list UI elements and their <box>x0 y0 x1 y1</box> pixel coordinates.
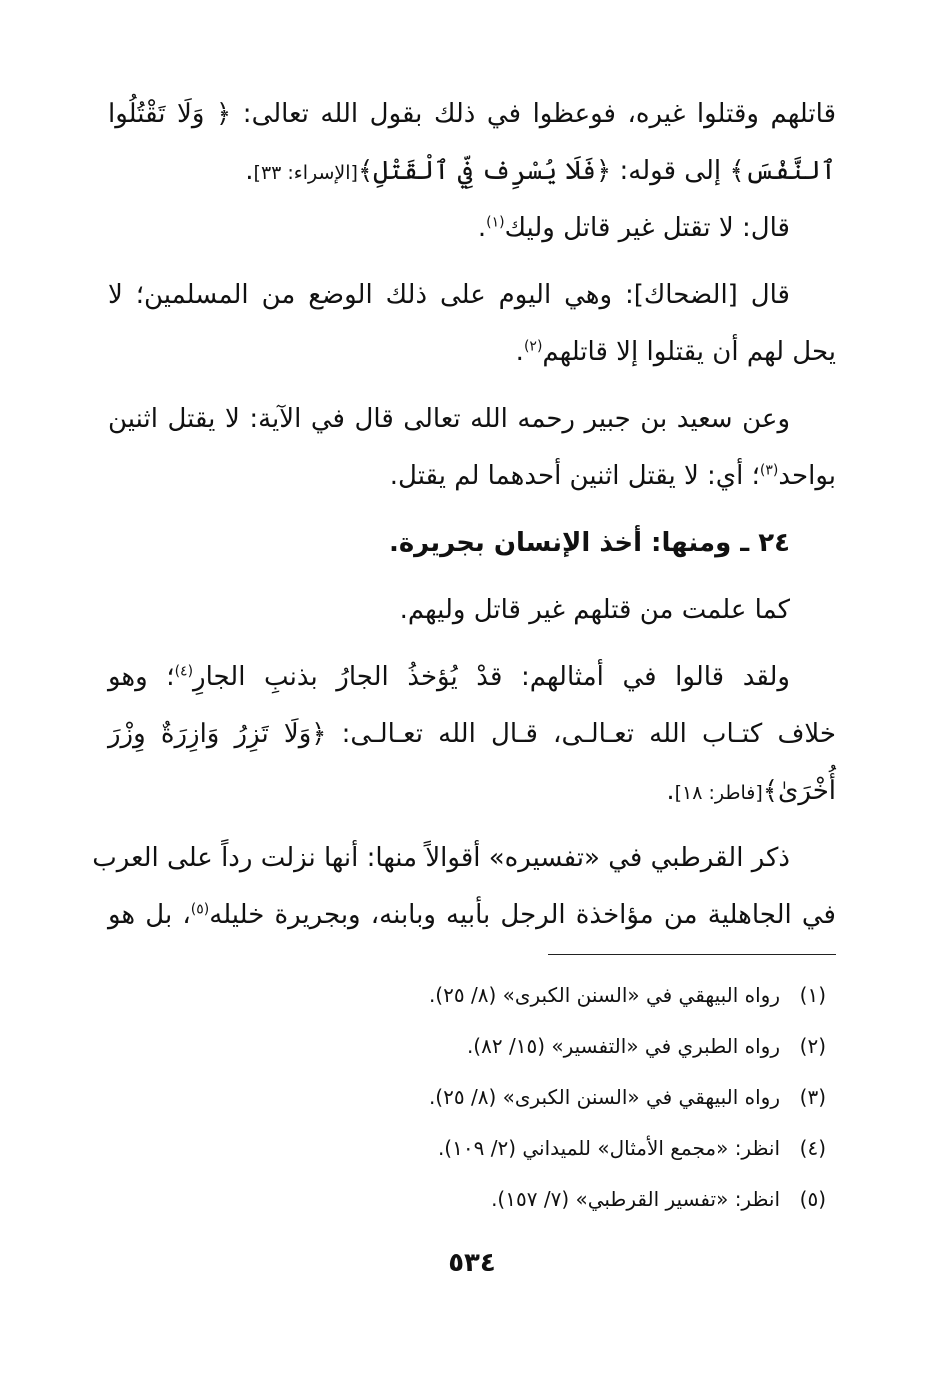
main-text <box>92 86 836 944</box>
text-span: قاتلهم وقتلوا غيره، فوعظوا في ذلك بقول الله تعالى: <box>231 99 836 129</box>
footnote-divider <box>548 954 836 955</box>
footnote-number: (٥) <box>799 1187 826 1211</box>
footnote-marker: (٢) <box>523 338 543 355</box>
text-line-7 <box>108 448 836 505</box>
quran-verse: ﴿ وَلَا تَقْتُلُوا <box>108 99 232 129</box>
text-line-13 <box>92 830 836 887</box>
footnote <box>126 1174 826 1225</box>
footnote-number: (١) <box>799 983 826 1007</box>
footnote-marker: (١) <box>486 214 505 231</box>
text-line-6 <box>108 391 836 448</box>
text-line-2 <box>108 143 836 200</box>
text-span: ؛ وهو <box>108 662 175 692</box>
text-span: في الجاهلية من مؤاخذة الرجل بأبيه وبابنه، وبجريرة خليله <box>209 900 836 930</box>
text-line-11 <box>108 706 836 763</box>
text-line-4 <box>108 267 836 324</box>
footnote-text: انظر: «تفسير القرطبي» (٧/ ١٥٧). <box>491 1187 780 1211</box>
text-span: خلاف كتـاب الله تعـالـى، قـال الله تعـالـى: <box>326 719 836 749</box>
text-line-3 <box>108 200 836 257</box>
quran-verse: ٱلنَّفْسَ﴾ <box>729 156 836 186</box>
text-line-1 <box>108 86 836 143</box>
footnote-text: رواه البيهقي في «السنن الكبرى» (٨/ ٢٥). <box>428 1085 780 1109</box>
text-line-5 <box>108 324 836 381</box>
text-line-12 <box>108 763 836 820</box>
page-number: ٥٣٤ <box>448 1248 496 1278</box>
footnote-number: (٤) <box>799 1136 826 1160</box>
footnote-marker: (٥) <box>190 901 210 918</box>
quran-verse: أُخْرَىٰ﴾ <box>762 776 836 806</box>
section-heading <box>108 515 836 572</box>
footnote-marker: (٤) <box>174 663 194 680</box>
text-span: ولقد قالوا في أمثالهم: قدْ يُؤخذُ الجارُ بذنبِ الجارِ <box>193 662 790 692</box>
quran-verse: ﴿فَلَا يُسْرِف فِّي ٱلْقَتْلِ﴾ <box>357 156 612 186</box>
footnote <box>126 1123 826 1174</box>
text-span: . <box>245 156 254 186</box>
text-span: . <box>477 213 487 243</box>
footnote-text: انظر: «مجمع الأمثال» للميداني (٢/ ١٠٩). <box>437 1136 780 1160</box>
quran-verse: ﴿وَلَا تَزِرُ وَازِرَةٌ وِزْرَ <box>108 719 327 749</box>
footnotes <box>126 970 826 1225</box>
text-span: كما علمت من قتلهم غير قاتل وليهم. <box>399 595 790 625</box>
text-span: ؛ أي: لا يقتل اثنين أحدهما لم يقتل. <box>389 461 760 491</box>
verse-reference: [الإسراء: ٣٣] <box>253 162 358 184</box>
text-line-9 <box>108 582 836 639</box>
heading-text: ٢٤ ـ ومنها: أخذ الإنسان بجريرة. <box>388 528 790 558</box>
text-span: وعن سعيد بن جبير رحمه الله تعالى قال في الآية: لا يقتل اثنين <box>108 404 790 434</box>
text-span: ذكر القرطبي في «تفسيره» أقوالاً منها: أنها نزلت رداً على العرب <box>92 843 790 873</box>
text-line-14 <box>108 887 836 944</box>
verse-reference: [فاطر: ١٨] <box>674 782 763 804</box>
text-span: يحل لهم أن يقتلوا إلا قاتلهم <box>542 337 836 367</box>
footnote <box>126 1021 826 1072</box>
text-span: قال [الضحاك]: وهي اليوم على ذلك الوضع من المسلمين؛ لا <box>108 280 790 310</box>
footnote-number: (٣) <box>799 1085 826 1109</box>
text-span: ، بل هو <box>108 900 191 930</box>
text-span: . <box>515 337 524 367</box>
text-span: . <box>666 776 675 806</box>
text-span: بواحد <box>778 461 836 491</box>
footnote-marker: (٣) <box>759 462 779 479</box>
footnote <box>126 970 826 1021</box>
footnote <box>126 1072 826 1123</box>
footnote-text: رواه البيهقي في «السنن الكبرى» (٨/ ٢٥). <box>428 983 780 1007</box>
text-span: قال: لا تقتل غير قاتل وليك <box>504 213 790 243</box>
text-span: إلى قوله: <box>611 156 730 186</box>
footnote-number: (٢) <box>799 1034 826 1058</box>
footnote-text: رواه الطبري في «التفسير» (١٥/ ٨٢). <box>466 1034 780 1058</box>
text-line-10 <box>108 649 836 706</box>
